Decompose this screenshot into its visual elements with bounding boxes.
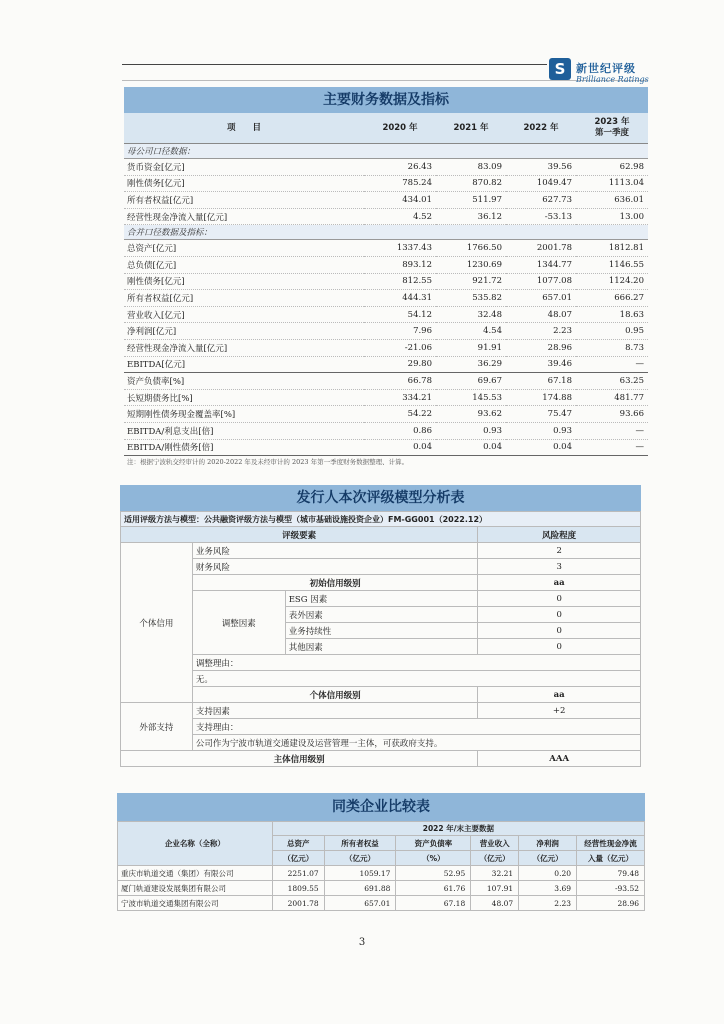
- financial-table-section: [124, 87, 648, 468]
- row-value: 1049.47: [506, 175, 576, 192]
- table-row: [124, 175, 648, 192]
- header-rule: [122, 64, 547, 65]
- company-name: 厦门轨道建设发展集团有限公司: [118, 881, 273, 896]
- row-value: 1230.69: [436, 256, 506, 273]
- row-value: 26.43: [364, 159, 436, 176]
- table-row: [124, 389, 648, 406]
- note-row: [124, 456, 648, 469]
- peer-value: 79.48: [577, 866, 645, 881]
- row-value: 36.12: [436, 208, 506, 225]
- page-number: 3: [358, 937, 366, 948]
- row-value: 0.04: [506, 439, 576, 456]
- row-value: 511.97: [436, 192, 506, 209]
- row-value: 1146.55: [576, 256, 648, 273]
- row-value: 1337.43: [364, 240, 436, 257]
- row-value: 145.53: [436, 389, 506, 406]
- row-value: 1766.50: [436, 240, 506, 257]
- peer-value: 67.18: [396, 896, 471, 911]
- row-value: 67.18: [506, 373, 576, 390]
- row-value: 2.23: [506, 323, 576, 340]
- peer-value: 2.23: [519, 896, 577, 911]
- peer-value: 28.96: [577, 896, 645, 911]
- row-value: 75.47: [506, 406, 576, 423]
- peer-col-header: 资产负债率: [396, 836, 471, 851]
- row-value: 63.25: [576, 373, 648, 390]
- table-row: [124, 373, 648, 390]
- peer-col-unit: （亿元）: [324, 851, 396, 866]
- row-label: 经营性现金净流入量[亿元]: [124, 208, 364, 225]
- peer-value: 657.01: [324, 896, 396, 911]
- peer-col-unit: 入量（亿元）: [577, 851, 645, 866]
- peer-col-header: 净利润: [519, 836, 577, 851]
- row-value: —: [576, 422, 648, 439]
- row-value: 39.46: [506, 356, 576, 373]
- peer-table: [117, 821, 645, 911]
- row-value: 1812.81: [576, 240, 648, 257]
- row-value: 91.91: [436, 339, 506, 356]
- model-header-row: 评级要素 风险程度: [121, 527, 641, 543]
- table-row: [118, 896, 645, 911]
- row-value: 0.93: [506, 422, 576, 439]
- peer-value: 1059.17: [324, 866, 396, 881]
- table-row: 外部支持 支持因素 +2: [121, 703, 641, 719]
- table-row: 财务风险 3: [121, 559, 641, 575]
- table-row: 支持理由：: [121, 719, 641, 735]
- table-note: 注：根据宁波轨交经审计的 2020-2022 年及未经审计的 2023 年第一季度财务数据整理、计算。: [124, 456, 648, 469]
- row-value: —: [576, 356, 648, 373]
- financial-table: [124, 113, 648, 468]
- peer-value: 48.07: [471, 896, 519, 911]
- external-support-label: 外部支持: [121, 703, 193, 751]
- row-value: 13.00: [576, 208, 648, 225]
- company-name: 重庆市轨道交通（集团）有限公司: [118, 866, 273, 881]
- row-value: 1113.04: [576, 175, 648, 192]
- company-name: 宁波市轨道交通集团有限公司: [118, 896, 273, 911]
- row-value: 36.29: [436, 356, 506, 373]
- peer-value: 2251.07: [272, 866, 324, 881]
- peer-value: 61.76: [396, 881, 471, 896]
- table-row: 业务持续性 0: [121, 623, 641, 639]
- row-label: 营业收入[亿元]: [124, 306, 364, 323]
- row-value: 481.77: [576, 389, 648, 406]
- table-row: [124, 356, 648, 373]
- table-header-row: [124, 113, 648, 144]
- row-value: 18.63: [576, 306, 648, 323]
- row-value: 666.27: [576, 290, 648, 307]
- row-label: 所有者权益[亿元]: [124, 192, 364, 209]
- peer-value: 1809.55: [272, 881, 324, 896]
- table-row: 公司作为宁波市轨道交通建设及运营管理一主体，可获政府支持。: [121, 735, 641, 751]
- row-label: 总资产[亿元]: [124, 240, 364, 257]
- header-2023: 2023 年 第一季度: [576, 113, 648, 144]
- section-row: 合并口径数据及指标：: [124, 225, 648, 240]
- row-value: 4.54: [436, 323, 506, 340]
- section-row: 母公司口径数据：: [124, 144, 648, 159]
- adjust-factor-label: 调整因素: [192, 591, 285, 655]
- row-value: 32.48: [436, 306, 506, 323]
- row-value: 921.72: [436, 273, 506, 290]
- row-label: 经营性现金净流入量[亿元]: [124, 339, 364, 356]
- table-row: [124, 290, 648, 307]
- row-value: 893.12: [364, 256, 436, 273]
- row-value: 54.12: [364, 306, 436, 323]
- row-label: 净利润[亿元]: [124, 323, 364, 340]
- row-label: EBITDA[亿元]: [124, 356, 364, 373]
- table-row: [124, 159, 648, 176]
- peer-value: -93.52: [577, 881, 645, 896]
- row-value: 39.56: [506, 159, 576, 176]
- row-value: -21.06: [364, 339, 436, 356]
- row-value: 7.96: [364, 323, 436, 340]
- individual-credit-label: 个体信用: [121, 543, 193, 703]
- row-value: 812.55: [364, 273, 436, 290]
- financial-table-title: 主要财务数据及指标: [124, 87, 648, 113]
- rating-model-section: [120, 485, 641, 767]
- logo-en-text: Brilliance Ratings: [576, 75, 649, 84]
- row-label: 短期刚性债务现金覆盖率[%]: [124, 406, 364, 423]
- row-value: 62.98: [576, 159, 648, 176]
- peer-value: 2001.78: [272, 896, 324, 911]
- row-value: 93.62: [436, 406, 506, 423]
- table-row: 主体信用级别 AAA: [121, 751, 641, 767]
- row-value: -53.13: [506, 208, 576, 225]
- peer-col-unit: （亿元）: [471, 851, 519, 866]
- peer-value: 691.88: [324, 881, 396, 896]
- table-row: [124, 406, 648, 423]
- row-value: 48.07: [506, 306, 576, 323]
- row-value: 28.96: [506, 339, 576, 356]
- row-value: 93.66: [576, 406, 648, 423]
- peer-col-header: 营业收入: [471, 836, 519, 851]
- header-2020: 2020 年: [364, 113, 436, 144]
- peer-comparison-section: [117, 793, 645, 911]
- table-row: [124, 273, 648, 290]
- header-item: 项 目: [124, 113, 364, 144]
- row-value: 785.24: [364, 175, 436, 192]
- peer-col-unit: （亿元）: [519, 851, 577, 866]
- row-value: 627.73: [506, 192, 576, 209]
- table-row: [124, 339, 648, 356]
- row-value: 69.67: [436, 373, 506, 390]
- peer-col-header: 所有者权益: [324, 836, 396, 851]
- table-row: 初始信用级别 aa: [121, 575, 641, 591]
- row-label: 长短期债务比[%]: [124, 389, 364, 406]
- table-row: [124, 192, 648, 209]
- row-value: 54.22: [364, 406, 436, 423]
- table-row: [124, 306, 648, 323]
- row-label: 刚性债务[亿元]: [124, 175, 364, 192]
- peer-value: 52.95: [396, 866, 471, 881]
- rating-model-table: [120, 511, 641, 767]
- row-value: 636.01: [576, 192, 648, 209]
- table-row: 个体信用 业务风险 2: [121, 543, 641, 559]
- table-row: 其他因素 0: [121, 639, 641, 655]
- table-row: 个体信用级别 aa: [121, 687, 641, 703]
- row-value: 434.01: [364, 192, 436, 209]
- peer-value: 0.20: [519, 866, 577, 881]
- row-value: 0.86: [364, 422, 436, 439]
- row-value: 66.78: [364, 373, 436, 390]
- row-label: EBITDA/利息支出[倍]: [124, 422, 364, 439]
- table-row: [124, 323, 648, 340]
- row-value: 83.09: [436, 159, 506, 176]
- row-label: 总负债[亿元]: [124, 256, 364, 273]
- row-value: —: [576, 439, 648, 456]
- row-label: 资产负债率[%]: [124, 373, 364, 390]
- row-label: EBITDA/刚性债务[倍]: [124, 439, 364, 456]
- logo-cn-text: 新世纪评级: [576, 62, 636, 75]
- row-value: 0.04: [364, 439, 436, 456]
- peer-value: 107.91: [471, 881, 519, 896]
- row-value: 535.82: [436, 290, 506, 307]
- row-value: 1077.08: [506, 273, 576, 290]
- table-row: [124, 439, 648, 456]
- row-value: 29.80: [364, 356, 436, 373]
- row-value: 657.01: [506, 290, 576, 307]
- table-row: 调整理由：: [121, 655, 641, 671]
- row-value: 870.82: [436, 175, 506, 192]
- row-value: 174.88: [506, 389, 576, 406]
- peer-value: 3.69: [519, 881, 577, 896]
- logo-icon: S: [549, 58, 571, 80]
- table-row: [124, 208, 648, 225]
- table-row: [118, 881, 645, 896]
- method-row: 适用评级方法与模型：公共融资评级方法与模型（城市基础设施投资企业）FM-GG001（2022.12）: [121, 512, 641, 527]
- peer-value: 32.21: [471, 866, 519, 881]
- table-row: [124, 256, 648, 273]
- table-row: 表外因素 0: [121, 607, 641, 623]
- row-label: 货币资金[亿元]: [124, 159, 364, 176]
- row-label: 刚性债务[亿元]: [124, 273, 364, 290]
- row-value: 444.31: [364, 290, 436, 307]
- table-row: [124, 422, 648, 439]
- header-2022: 2022 年: [506, 113, 576, 144]
- row-value: 4.52: [364, 208, 436, 225]
- row-label: 所有者权益[亿元]: [124, 290, 364, 307]
- peer-col-header: 总资产: [272, 836, 324, 851]
- table-row: 无。: [121, 671, 641, 687]
- row-value: 2001.78: [506, 240, 576, 257]
- row-value: 8.73: [576, 339, 648, 356]
- peer-col-unit: （%）: [396, 851, 471, 866]
- row-value: 0.95: [576, 323, 648, 340]
- peer-header-row: 企业名称（全称） 2022 年/末主要数据: [118, 822, 645, 836]
- peer-table-title: 同类企业比较表: [117, 793, 645, 821]
- peer-col-unit: （亿元）: [272, 851, 324, 866]
- rating-model-title: 发行人本次评级模型分析表: [120, 485, 641, 511]
- row-value: 0.93: [436, 422, 506, 439]
- row-value: 334.21: [364, 389, 436, 406]
- row-value: 0.04: [436, 439, 506, 456]
- table-row: [124, 240, 648, 257]
- header-2021: 2021 年: [436, 113, 506, 144]
- peer-col-header: 经营性现金净流: [577, 836, 645, 851]
- row-value: 1124.20: [576, 273, 648, 290]
- table-row: 调整因素 ESG 因素 0: [121, 591, 641, 607]
- table-row: [118, 866, 645, 881]
- row-value: 1344.77: [506, 256, 576, 273]
